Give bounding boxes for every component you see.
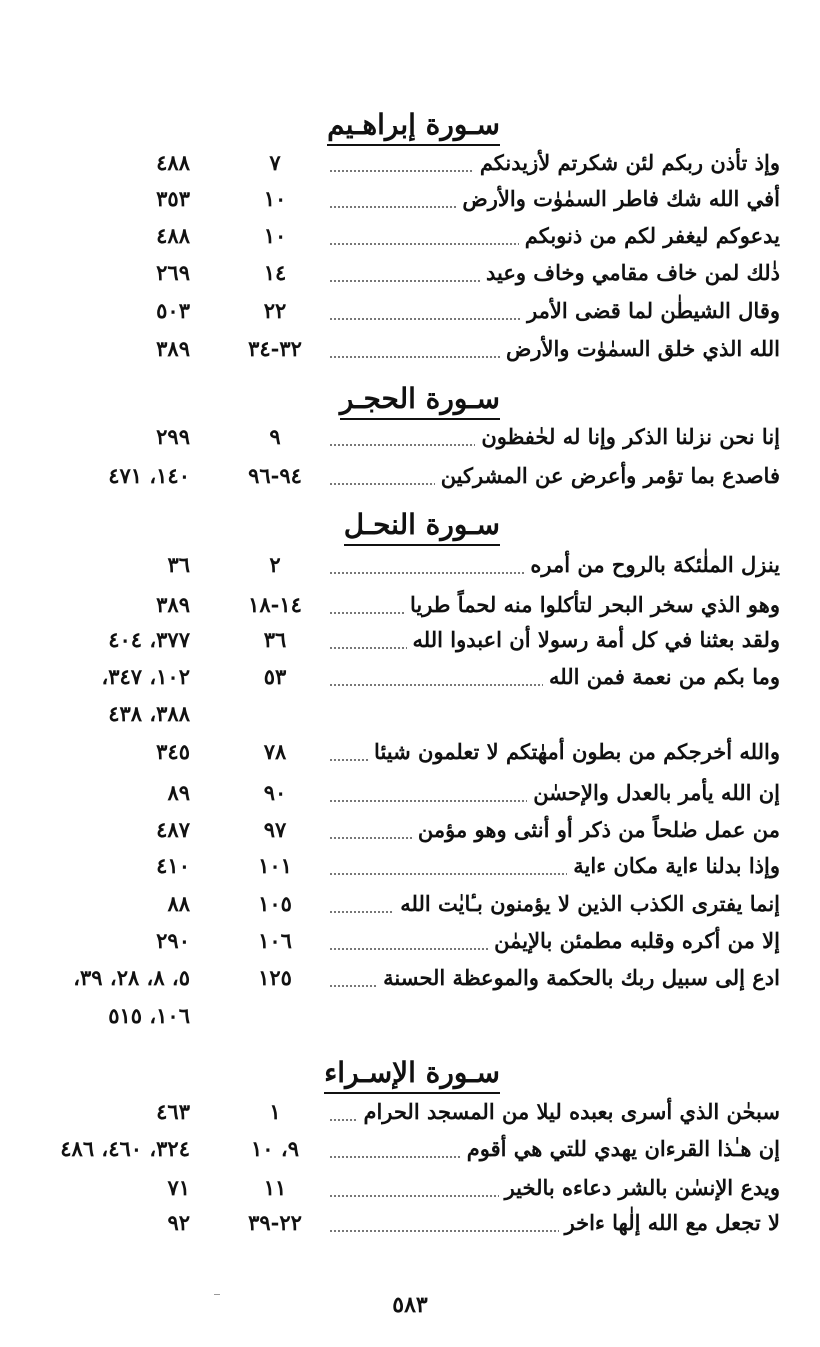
verse-number: ٧٨ xyxy=(263,739,287,764)
index-entry xyxy=(0,334,820,368)
index-entry xyxy=(0,184,820,218)
index-entry xyxy=(0,148,820,182)
page-refs: ٢٩٩ xyxy=(156,424,190,449)
verse-number: ١٠٦ xyxy=(258,928,292,953)
page-refs: ١٠٢، ٣٤٧، xyxy=(101,664,190,689)
page-refs: ٥، ٨، ٢٨، ٣٩، xyxy=(73,965,190,990)
page-refs: ٣٦ xyxy=(167,552,190,577)
entry-text: إن الله يأمر بالعدل والإحسٰن xyxy=(527,778,780,808)
index-entry xyxy=(0,737,820,771)
section-heading: سـورة الإسـراء xyxy=(324,1056,500,1094)
index-entry xyxy=(0,1134,820,1168)
page-refs: ٣٥٣ xyxy=(156,186,190,211)
entry-text: فاصدع بما تؤمر وأعرض عن المشركين xyxy=(435,461,780,491)
page-refs: ٣٧٧، ٤٠٤ xyxy=(108,627,190,652)
entry-text: ولقد بعثنا في كل أمة رسولا أن اعبدوا الله xyxy=(407,625,780,655)
entry-text: إن هـٰذا القرءان يهدي للتي هي أقوم xyxy=(461,1134,780,1164)
verse-number: ١٠ xyxy=(263,223,287,248)
page-refs: ٤١٠ xyxy=(156,853,190,878)
index-entry xyxy=(0,963,820,997)
index-entry xyxy=(0,625,820,659)
verse-number: ٣٢-٣٤ xyxy=(248,336,302,361)
page-refs: ٢٩٠ xyxy=(156,928,190,953)
index-entry xyxy=(0,778,820,812)
entry-text: وإذا بدلنا ءاية مكان ءاية xyxy=(567,851,780,881)
page-refs: ٩٢ xyxy=(167,1210,190,1235)
verse-number: ١٢٥ xyxy=(258,965,292,990)
index-entry xyxy=(0,461,820,495)
index-entry xyxy=(0,889,820,923)
index-entry xyxy=(0,258,820,292)
index-entry xyxy=(0,1208,820,1242)
verse-number: ٢٢ xyxy=(263,298,287,323)
verse-number: ٩٠ xyxy=(263,780,287,805)
verse-number: ٩، ١٠ xyxy=(251,1136,299,1161)
index-entry xyxy=(0,221,820,255)
verse-number: ٢ xyxy=(269,552,281,577)
page-refs: ٣٢٤، ٤٦٠، ٤٨٦ xyxy=(60,1136,190,1161)
verse-number: ١٤ xyxy=(263,260,287,285)
page-refs: ٤٨٨ xyxy=(156,150,190,175)
page-refs: ٥٠٣ xyxy=(156,298,190,323)
page-refs: ٤٨٨ xyxy=(156,223,190,248)
verse-number: ١٤-١٨ xyxy=(248,592,302,617)
entry-text: ينزل الملٰئكة بالروح من أمره xyxy=(524,550,780,580)
index-entry xyxy=(0,422,820,456)
page-refs: ٣٨٩ xyxy=(156,592,190,617)
index-entry xyxy=(0,926,820,960)
verse-number: ٩٤-٩٦ xyxy=(248,463,302,488)
page-refs: ٢٦٩ xyxy=(156,260,190,285)
entry-text: وقال الشيطٰن لما قضى الأمر xyxy=(521,296,780,326)
verse-number: ١ xyxy=(269,1099,281,1124)
section-heading: سـورة الحجـر xyxy=(340,382,500,420)
entry-text: من عمل صٰلحاً من ذكر أو أنثى وهو مؤمن xyxy=(412,815,780,845)
entry-text: إلا من أكره وقلبه مطمئن بالإيمٰن xyxy=(488,926,780,956)
page-number: ٥٨٣ xyxy=(392,1292,428,1318)
entry-text: يدعوكم ليغفر لكم من ذنوبكم xyxy=(519,221,780,251)
entry-text: وإذ تأذن ربكم لئن شكرتم لأزيدنكم xyxy=(474,148,780,178)
verse-number: ١١ xyxy=(263,1175,287,1200)
verse-number: ٩ xyxy=(269,424,281,449)
section-heading: سـورة النحـل xyxy=(344,508,500,546)
entry-text: وما بكم من نعمة فمن الله xyxy=(543,662,780,692)
page-refs: ٧١ xyxy=(167,1175,190,1200)
page-refs: ٣٨٩ xyxy=(156,336,190,361)
entry-text: لا تجعل مع الله إلٰها ءاخر xyxy=(559,1208,780,1238)
entry-text: ادع إلى سبيل ربك بالحكمة والموعظة الحسنة xyxy=(377,963,780,993)
page-refs: ٨٩ xyxy=(167,780,190,805)
index-entry xyxy=(0,1097,820,1131)
verse-number: ٩٧ xyxy=(263,817,287,842)
entry-text: سبحٰن الذي أسرى بعبده ليلا من المسجد الحرام xyxy=(357,1097,780,1127)
entry-text: ويدع الإنسٰن بالشر دعاءه بالخير xyxy=(499,1173,780,1203)
page-refs: ٤٦٣ xyxy=(156,1099,190,1124)
entry-text: والله أخرجكم من بطون أمهٰتكم لا تعلمون شيئا xyxy=(368,737,780,767)
index-entry xyxy=(0,590,820,624)
verse-number: ٧ xyxy=(269,150,281,175)
page-refs-continued: ٣٨٨، ٤٣٨ xyxy=(108,701,190,726)
entry-text: إنا نحن نزلنا الذكر وإنا له لحٰفظون xyxy=(475,422,780,452)
entry-text: إنما يفترى الكذب الذين لا يؤمنون بـٔايٰت الله xyxy=(394,889,780,919)
page-refs: ٨٨ xyxy=(167,891,190,916)
entry-text: الله الذي خلق السمٰوٰت والأرض xyxy=(500,334,780,364)
verse-number: ١٠ xyxy=(263,186,287,211)
page-refs-continued: ١٠٦، ٥١٥ xyxy=(108,1003,190,1028)
page-refs: ٤٨٧ xyxy=(156,817,190,842)
index-entry xyxy=(0,851,820,885)
index-entry xyxy=(0,296,820,330)
entry-text: أفي الله شك فاطر السمٰوٰت والأرض xyxy=(456,184,780,214)
index-entry xyxy=(0,815,820,849)
page-refs: ١٤٠، ٤٧١ xyxy=(108,463,190,488)
verse-number: ١٠٥ xyxy=(258,891,292,916)
verse-number: ٥٣ xyxy=(263,664,287,689)
verse-number: ١٠١ xyxy=(258,853,292,878)
page-refs: ٣٤٥ xyxy=(156,739,190,764)
print-mark xyxy=(214,1294,220,1295)
index-entry xyxy=(0,550,820,584)
index-entry xyxy=(0,1173,820,1207)
section-heading: سـورة إبراهـيم xyxy=(327,108,500,146)
verse-number: ٢٢-٣٩ xyxy=(248,1210,302,1235)
entry-text: ذٰلك لمن خاف مقامي وخاف وعيد xyxy=(480,258,780,288)
verse-number: ٣٦ xyxy=(263,627,287,652)
entry-text: وهو الذي سخر البحر لتأكلوا منه لحماً طريا xyxy=(404,590,780,620)
index-entry xyxy=(0,662,820,696)
